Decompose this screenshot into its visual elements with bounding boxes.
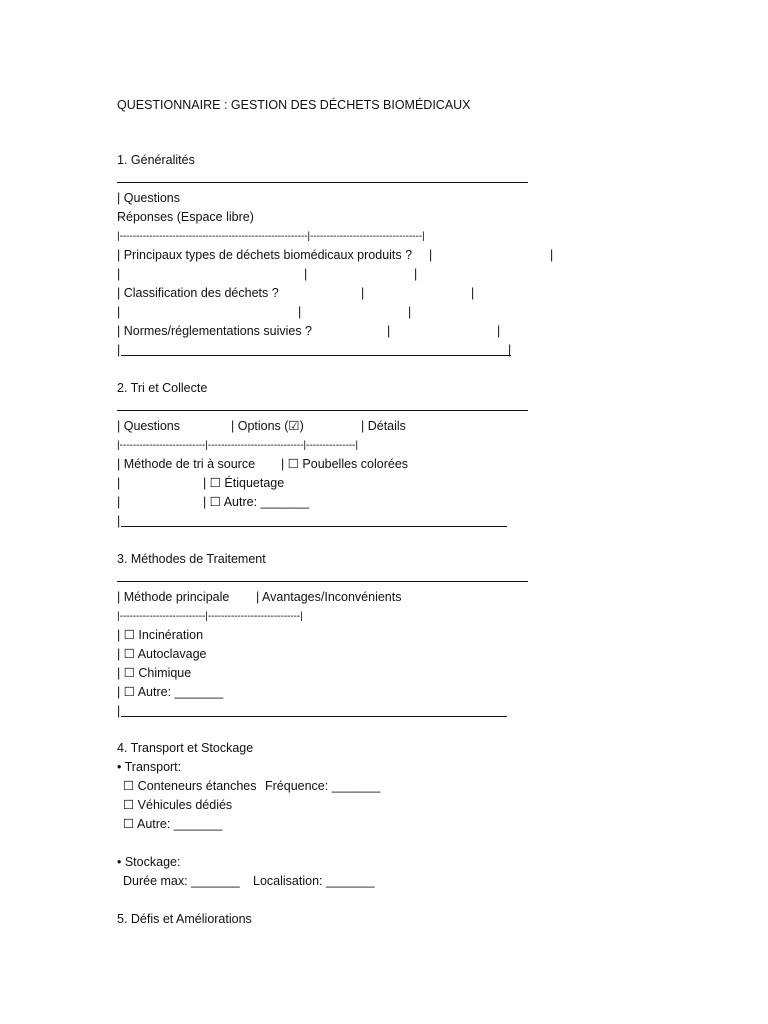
s4-transport-frequency: Fréquence: _______ [265, 779, 381, 793]
s1-question-2: | Classification des déchets ? [117, 286, 279, 300]
s2-close-bar-left: | [117, 514, 121, 528]
s1-blank2-bar-c: | [408, 305, 412, 319]
s3-option-chemical: | ☐ Chimique [117, 666, 192, 680]
s1-blank1-bar-c: | [414, 267, 418, 281]
section-1-heading: 1. Généralités [117, 153, 195, 167]
s1-question-1: | Principaux types de déchets biomédicaux produits ? [117, 248, 413, 262]
s2-header-questions: | Questions [117, 419, 181, 433]
s1-q2-divider-1: | [361, 286, 365, 300]
s1-blank1-bar-b: | [304, 267, 308, 281]
s1-header-questions: | Questions [117, 191, 181, 205]
s2-row2-bar: | [117, 476, 121, 490]
s1-q1-divider-2: | [550, 248, 554, 262]
section-1-top-rule [117, 182, 528, 183]
s1-blank1-bar-a: | [117, 267, 121, 281]
s4-transport-option-vehicles: ☐ Véhicules dédiés [123, 798, 233, 812]
s1-blank2-bar-a: | [117, 305, 121, 319]
s1-bottom-rule [121, 355, 511, 356]
s3-header-pros-cons: | Avantages/Inconvénients [256, 590, 402, 604]
s2-bottom-rule [121, 526, 507, 527]
s2-header-details: | Détails [361, 419, 406, 433]
s1-question-3: | Normes/réglementations suivies ? [117, 324, 312, 338]
s2-header-options: | Options (☑) [231, 419, 304, 433]
s3-bottom-rule [121, 716, 507, 717]
s4-storage-duration: Durée max: _______ [123, 874, 240, 888]
s3-option-incineration: | ☐ Incinération [117, 628, 204, 642]
s1-separator: |---------------------------------------------------------|----------------------------------| [117, 230, 425, 242]
s4-storage-label: • Stockage: [117, 855, 181, 869]
s2-row3-bar: | [117, 495, 121, 509]
s4-transport-option-sealed: ☐ Conteneurs étanches [123, 779, 257, 793]
s3-option-other: | ☐ Autre: _______ [117, 685, 224, 699]
section-2-heading: 2. Tri et Collecte [117, 381, 208, 395]
s1-q2-divider-2: | [471, 286, 475, 300]
s1-close-bar-left: | [117, 343, 121, 357]
s4-transport-label: • Transport: [117, 760, 182, 774]
s1-blank2-bar-b: | [298, 305, 302, 319]
s3-option-autoclave: | ☐ Autoclavage [117, 647, 207, 661]
s1-q3-divider-1: | [387, 324, 391, 338]
s2-row1-question: | Méthode de tri à source [117, 457, 256, 471]
s1-q3-divider-2: | [497, 324, 501, 338]
s3-close-bar-left: | [117, 704, 121, 718]
section-5-heading: 5. Défis et Améliorations [117, 912, 252, 926]
s1-close-bar-right: | [508, 343, 512, 357]
section-3-top-rule [117, 581, 528, 582]
s1-q1-divider-1: | [429, 248, 433, 262]
s3-header-method: | Méthode principale [117, 590, 230, 604]
s4-storage-location: Localisation: _______ [253, 874, 375, 888]
s2-row3-option: | ☐ Autre: _______ [203, 495, 310, 509]
s2-separator: |--------------------------|-----------------------------|---------------| [117, 439, 358, 451]
section-2-top-rule [117, 410, 528, 411]
s3-separator: |--------------------------|----------------------------| [117, 610, 303, 622]
s4-transport-option-other: ☐ Autre: _______ [123, 817, 223, 831]
s2-row2-option: | ☐ Étiquetage [203, 476, 285, 490]
document-title: QUESTIONNAIRE : GESTION DES DÉCHETS BIOMÉDICAUX [117, 98, 471, 112]
s1-header-answers: Réponses (Espace libre) [117, 210, 254, 224]
section-3-heading: 3. Méthodes de Traitement [117, 552, 266, 566]
s2-row1-option: | ☐ Poubelles colorées [281, 457, 409, 471]
section-4-heading: 4. Transport et Stockage [117, 741, 254, 755]
